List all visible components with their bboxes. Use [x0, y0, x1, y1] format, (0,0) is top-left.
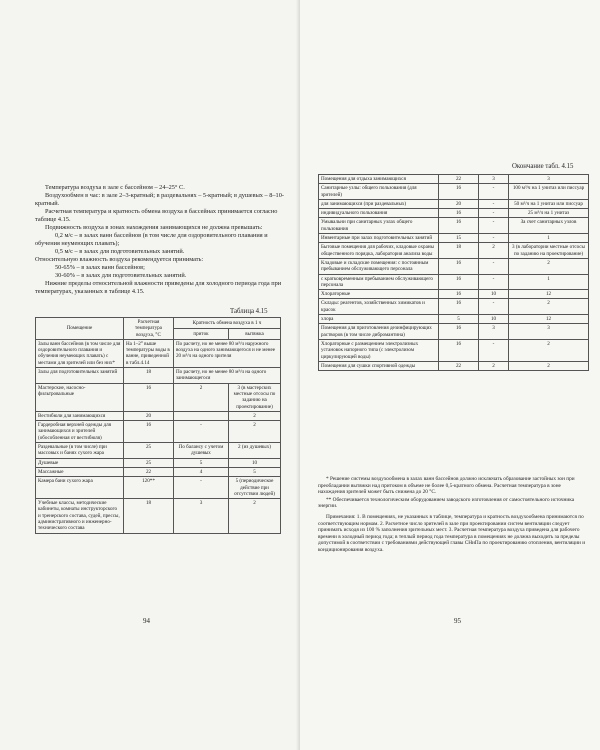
paragraph: 0,5 м/с – в залах для подготовительных занятий.: [55, 248, 185, 255]
cell-exhaust: За счет санитарных узлов: [509, 218, 589, 234]
table-row: [319, 175, 589, 184]
cell-room: Хлораторные: [319, 290, 439, 299]
table-row: [36, 411, 281, 420]
cell-exhaust: 3: [509, 324, 589, 340]
cell-supply: 3: [479, 324, 509, 340]
footnote: ** Обеспечивается технологическим оборудованием заводского изготовления от самостоятельного источника энергии.: [318, 496, 575, 510]
cell-temp: 22: [124, 467, 174, 476]
cell-supply: 5: [174, 458, 229, 467]
cell-room: Кладовые и складские помещения: с постоянным пребыванием обслуживающего персонала: [319, 258, 439, 274]
table-row: [36, 339, 281, 367]
paragraph: Воздухообмен в час: в зале 2–3-кратный; в раздевальнях – 5-кратный; в душевых – 8–10-кратный.: [35, 192, 284, 207]
cell-exhaust: 3 (в лаборатории местные отсосы по заданию на проектирование): [509, 243, 589, 259]
cell-room: Умывальни при санитарных узлах общего пользования: [319, 218, 439, 234]
cell-temp: 16: [439, 339, 479, 361]
cell-supply: -: [479, 339, 509, 361]
cell-supply: -: [174, 421, 229, 443]
table-row: [319, 290, 589, 299]
cell-supply: -: [479, 234, 509, 243]
table-row: [319, 315, 589, 324]
table-row: [319, 361, 589, 370]
cell-exhaust: 2: [229, 411, 281, 420]
cell-temp: 16: [439, 184, 479, 200]
cell-exhaust: 12: [509, 290, 589, 299]
cell-temp: 5: [439, 315, 479, 324]
cell-supply: 3: [174, 499, 229, 533]
cell-supply: -: [479, 184, 509, 200]
cell-supply: 2: [174, 383, 229, 411]
table-caption: Таблица 4.15: [230, 308, 268, 315]
cell-temp: На 1–2° выше температуры воды в ванне, приведенной в табл.4.14: [124, 339, 174, 367]
table-row: [319, 184, 589, 200]
cell-exhaust: 10: [229, 458, 281, 467]
cell-room: индивидуального пользования: [319, 209, 439, 218]
cell-room: Душевые: [36, 458, 124, 467]
cell-supply: [174, 411, 229, 420]
data-table-continued: [318, 174, 589, 371]
table-row: [319, 299, 589, 315]
cell-room: хлора: [319, 315, 439, 324]
table-notes: Примечания: 1. В помещениях, не указанных в таблице, температура и кратность воздухообмена принимаются по соответствующим нормам. 2. Расчетное число зрителей в зале при проектировании систем вентиляции следует принимать исходя из 100 % заполнения зрительных мест. 3. Расчетная температура воздуха приведена для рабочего времени в холодный период года; в теплый период года температура в помещениях не должна выходить за пределы допустимой в соответствии с требованиями действующей главы СНиПа по проектированию отопления, вентиляции и кондиционирования воздуха.: [318, 513, 586, 553]
table-row: [36, 383, 281, 411]
table-caption: Окончание табл. 4.15: [512, 163, 574, 170]
cell-temp: 16: [124, 383, 174, 411]
cell-temp: 16: [439, 258, 479, 274]
cell-room: Камера бани сухого жара: [36, 477, 124, 499]
cell-temp: 22: [439, 175, 479, 184]
cell-temp: 16: [439, 290, 479, 299]
cell-supply: 10: [479, 290, 509, 299]
footnotes: [318, 476, 588, 555]
cell-exhaust: 3 (в мастерских местные отсосы по заданию на проектирование): [229, 383, 281, 411]
cell-exhaust: 3: [509, 175, 589, 184]
page-number: 94: [143, 617, 150, 625]
cell-room: Склады: реагентов, хозяйственных химикатов и красок: [319, 299, 439, 315]
paragraph: Относительную влажность воздуха рекомендуется принимать:: [35, 256, 204, 263]
cell-temp: 25: [124, 458, 174, 467]
cell-supply: 10: [479, 315, 509, 324]
data-table: [35, 317, 281, 534]
cell-exhaust: 1: [509, 274, 589, 290]
cell-room: Вестибюли для занимающихся: [36, 411, 124, 420]
cell-exhaust: 2: [509, 258, 589, 274]
cell-exhaust: 5 (периодическое действие при отсутствии людей): [229, 477, 281, 499]
cell-temp: 16: [439, 299, 479, 315]
right-page: [300, 0, 600, 750]
table-row: [319, 243, 589, 259]
cell-supply: -: [479, 209, 509, 218]
header-exchange: Кратность обмена воздуха в 1 ч: [174, 318, 281, 329]
cell-exhaust: 2: [229, 499, 281, 533]
cell-room: для занимающихся (при раздевальных): [319, 199, 439, 208]
paragraph: Подвижность воздуха в зонах нахождения занимающихся не должна превышать:: [45, 224, 263, 231]
cell-exhaust: 2: [509, 299, 589, 315]
header-temp: Расчетная температура воздуха, °С: [124, 318, 174, 340]
cell-temp: 20: [124, 411, 174, 420]
cell-room: Гардеробная верхней одежды для занимающихся и зрителей (обособленная от вестибюля): [36, 421, 124, 443]
cell-exhaust: 5: [229, 467, 281, 476]
cell-exhaust: 25 м³/ч на 1 унитаз: [509, 209, 589, 218]
cell-temp: 22: [439, 361, 479, 370]
cell-temp: 16: [439, 324, 479, 340]
cell-exhaust: 100 м³/ч на 1 унитаз или писсуар: [509, 184, 589, 200]
table-row: [319, 339, 589, 361]
cell-supply: -: [479, 258, 509, 274]
header-supply: приток: [174, 328, 229, 339]
cell-room: Массажные: [36, 467, 124, 476]
cell-temp: 20: [439, 199, 479, 208]
cell-supply: -: [479, 274, 509, 290]
table-row: [319, 274, 589, 290]
paragraph: 30-60% – в залах для подготовительных занятий.: [55, 272, 187, 279]
cell-exhaust: 50 м³/ч на 1 унитаз или писсуар: [509, 199, 589, 208]
cell-room: Учебные классы, методические кабинеты, комнаты инструкторского и тренерского состава, судей, прессы, административного и инженерно-технического состава: [36, 499, 124, 533]
cell-supply: 2: [479, 361, 509, 370]
cell-supply: 4: [174, 467, 229, 476]
cell-supply: По балансу с учетом душевых: [174, 443, 229, 459]
cell-room: с кратковременным пребыванием обслуживающего персонала: [319, 274, 439, 290]
table-row: [36, 477, 281, 499]
cell-supply: 2: [479, 243, 509, 259]
cell-room: Залы для подготовительных занятий: [36, 368, 124, 384]
paragraph: 0,2 м/с – в залах ванн бассейнов (в том числе для оздоровительного плавания и обучения неумеющих плавать);: [35, 232, 268, 247]
cell-temp: 120**: [124, 477, 174, 499]
cell-exhaust: 2: [509, 339, 589, 361]
page-number: 95: [454, 617, 461, 625]
cell-temp: 16: [439, 209, 479, 218]
cell-supply: -: [479, 199, 509, 208]
cell-supply: По расчету, но не менее 80 м³/ч наружного воздуха на одного занимающегося и не менее 20 м³/ч на одного зрителя: [174, 339, 281, 367]
table-row: [36, 467, 281, 476]
cell-room: Мастерские, насосно-фильтровальные: [36, 383, 124, 411]
cell-temp: 16: [439, 274, 479, 290]
cell-room: Помещения для сушки спортивной одежды: [319, 361, 439, 370]
cell-temp: 18: [439, 243, 479, 259]
cell-temp: 18: [124, 368, 174, 384]
table-row: [319, 209, 589, 218]
cell-supply: -: [174, 477, 229, 499]
header-exhaust: вытяжка: [229, 328, 281, 339]
table-row: [36, 421, 281, 443]
cell-temp: 15: [439, 234, 479, 243]
cell-exhaust: 1: [509, 234, 589, 243]
cell-temp: 16: [439, 218, 479, 234]
cell-exhaust: 2: [509, 361, 589, 370]
cell-room: Хлораторные с размещением электролизных установок напорного типа (с электролизом циркулирующей воды): [319, 339, 439, 361]
cell-supply: 3: [479, 175, 509, 184]
cell-supply: По расчету, но не менее 80 м³/ч на одного занимающегося: [174, 368, 281, 384]
table-row: [319, 199, 589, 208]
table-row: [319, 324, 589, 340]
paragraph: Температура воздуха в зале с бассейном – 24–25° С.: [45, 184, 185, 191]
table-row: [319, 218, 589, 234]
left-body-text: [35, 184, 285, 296]
cell-supply: -: [479, 299, 509, 315]
cell-room: Бытовые помещения для рабочих, кладовые охраны общественного порядка, лаборатория анализа воды: [319, 243, 439, 259]
cell-supply: -: [479, 218, 509, 234]
paragraph: Расчетная температура и кратность обмена воздуха в бассейнах принимается согласно таблице 4.15.: [35, 208, 278, 223]
cell-room: Помещения для отдыха занимающихся: [319, 175, 439, 184]
cell-exhaust: 12: [509, 315, 589, 324]
table-row: [319, 234, 589, 243]
cell-room: Инвентарные при залах подготовительных занятий: [319, 234, 439, 243]
paragraph: 50-65% – в залах ванн бассейнов;: [55, 264, 145, 271]
table-row: [319, 258, 589, 274]
cell-exhaust: 2 (из душевых): [229, 443, 281, 459]
cell-temp: 16: [124, 421, 174, 443]
cell-exhaust: 2: [229, 421, 281, 443]
cell-room: Санитарные узлы: общего пользования (для зрителей): [319, 184, 439, 200]
cell-room: Залы ванн бассейнов (в том числе для оздоровительного плавания и обучения неумеющих плавать) с местами для зрителей или без них*: [36, 339, 124, 367]
cell-temp: 25: [124, 443, 174, 459]
table-row: [36, 499, 281, 533]
table-row: [36, 458, 281, 467]
header-room: Помещение: [36, 318, 124, 340]
cell-room: Раздевальные (в том числе) при массовых и банях сухого жара: [36, 443, 124, 459]
table-row: [36, 368, 281, 384]
paragraph: Нижние пределы относительной влажности приведены для холодного периода года при температурах, указанных в таблице 4.15.: [35, 280, 282, 295]
table-row: [36, 443, 281, 459]
cell-room: Помещения для приготовления дезинфицирующих растворов (в том числе дибромантина): [319, 324, 439, 340]
cell-temp: 18: [124, 499, 174, 533]
footnote: * Решение системы воздухообмена в залах ванн бассейнов должно исключать образование застойных зон при преобладании вытяжки над притоком в объеме не более 0,5-кратного обмена. Расчетная температура в зоне нахождения зрителей может быть снижена до 20 °С.: [318, 476, 575, 496]
